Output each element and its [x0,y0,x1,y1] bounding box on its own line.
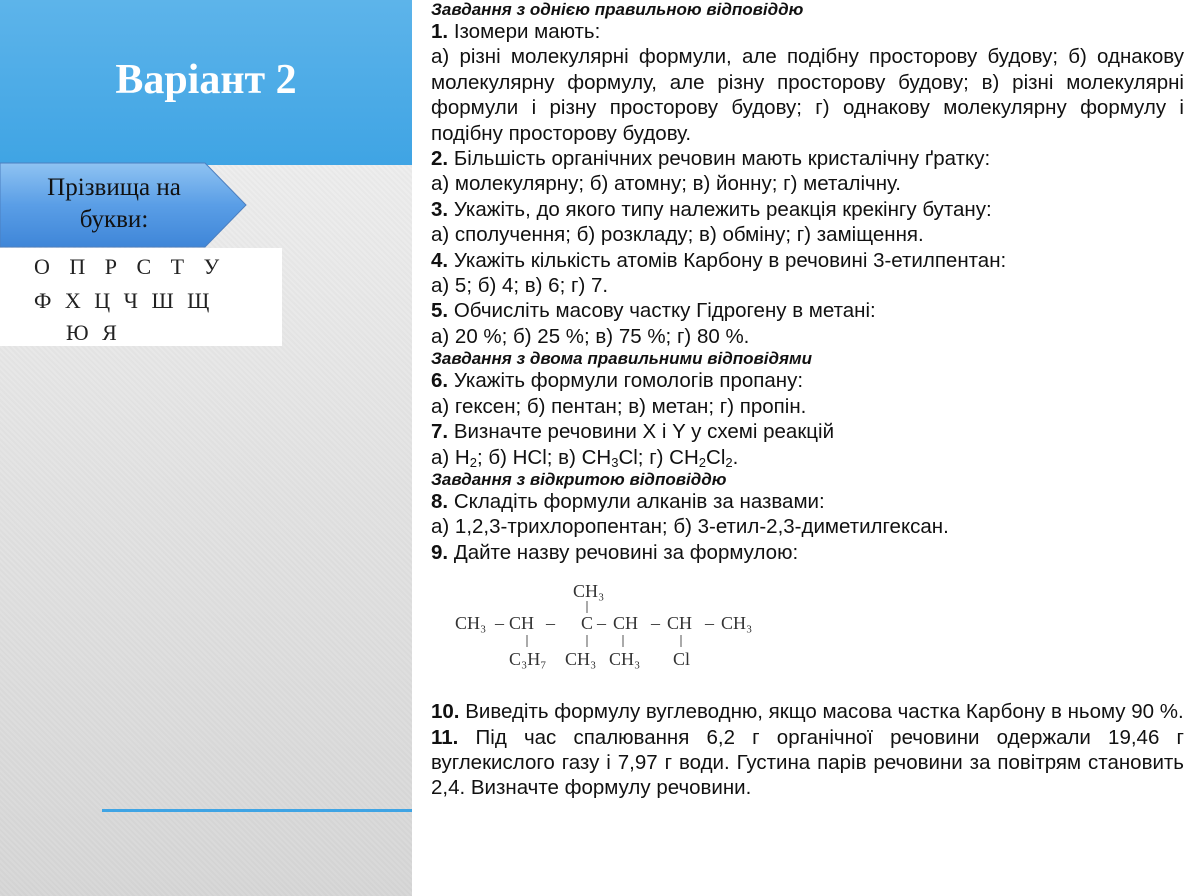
answers-3: а) сполучення; б) розкладу; в) обміну; г) заміщення. [431,223,924,247]
letters-box [0,248,282,346]
question-6: 6. Укажіть формули гомологів пропану: [431,369,804,393]
chain-atom-5: CH [667,613,693,634]
left-panel [0,0,412,896]
letters-row-3: Ю Я [66,320,117,345]
structural-formula [431,575,1184,693]
question-10: 10. Виведіть формулу вуглеводню, якщо масова частка Карбону в ньому 90 %. [431,700,1184,724]
divider-line [102,809,412,812]
letters-row-2: Ф Х Ц Ч Ш Щ [34,288,210,313]
section-header-open: Завдання з відкритою відповіддю [431,469,727,489]
chain-atom-1: CH₃ [455,613,487,634]
answers-5: а) 20 %; б) 25 %; в) 75 %; г) 80 %. [431,324,750,348]
svg-text:–: – [597,613,606,634]
variant-title: Варіант 2 [115,57,297,103]
formula-top: CH₃ [573,581,605,602]
title-band [0,0,412,165]
letters-row-1: О П Р С Т У [34,254,220,279]
chain-atom-4: CH [613,613,639,634]
substituent-1: C₃H₇ [509,649,547,670]
question-4: 4. Укажіть кількість атомів Карбону в речовині 3-етилпентан: [431,248,1007,272]
substituent-3: CH₃ [609,649,641,670]
arrow-callout [0,162,247,248]
section-header-single: Завдання з однією правильною відповіддю [431,0,804,19]
substituent-4: Cl [673,649,691,670]
question-3: 3. Укажіть, до якого типу належить реакція крекінгу бутану: [431,197,992,221]
question-2: 2. Більшість органічних речовин мають кристалічну ґратку: [431,147,991,171]
svg-text:–: – [651,613,660,634]
answers-8: а) 1,2,3-трихлоропентан; б) 3-етил-2,3-диметилгексан. [431,515,949,539]
question-9: 9. Дайте назву речовині за формулою: [431,540,799,564]
question-8: 8. Складіть формули алканів за назвами: [431,489,825,513]
question-7: 7. Визначте речовини X і Y у схемі реакцій [431,420,835,444]
answers-1: а) різні молекулярні формули, але подібну просторову будову; б) однакову молекулярну формулу, але різну просторову будову; в) різні молекулярні формули і різну просторову будову; г) однакову молекулярну формулу і подібну просторову будову. [431,45,1184,145]
answers-7: а) $H_2$; б) HCl; в) $CH_3Cl$; г) $CH_2Cl_2$. [431,445,739,470]
chain-atom-3: C [581,613,594,634]
answers-4: а) 5; б) 4; в) 6; г) 7. [431,274,609,298]
substituent-2: CH₃ [565,649,597,670]
answers-6: а) гексен; б) пентан; в) метан; г) пропін. [431,394,807,418]
answers-2: а) молекулярну; б) атомну; в) йонну; г) металічну. [431,172,901,196]
svg-text:–: – [705,613,714,634]
question-5: 5. Обчисліть масову частку Гідрогену в метані: [431,299,876,323]
chain-atom-6: CH₃ [721,613,753,634]
question-11: 11. Під час спалювання 6,2 г органічної речовини одержали 19,46 г вуглекислого газу і 7,97 г води. Густина парів речовини за повітрям становить 2,4. Визначте формулу речовини. [431,725,1184,800]
question-1: 1. Ізомери мають: [431,20,601,43]
arrow-label-text: Прізвища на букви: [47,174,181,233]
chain-atom-2: CH [509,613,535,634]
task-content [431,0,1184,801]
structural-formula-diagram [451,575,811,693]
section-header-double: Завдання з двома правильними відповідями [431,349,812,369]
svg-text:–: – [495,613,504,634]
svg-text:–: – [546,613,555,634]
